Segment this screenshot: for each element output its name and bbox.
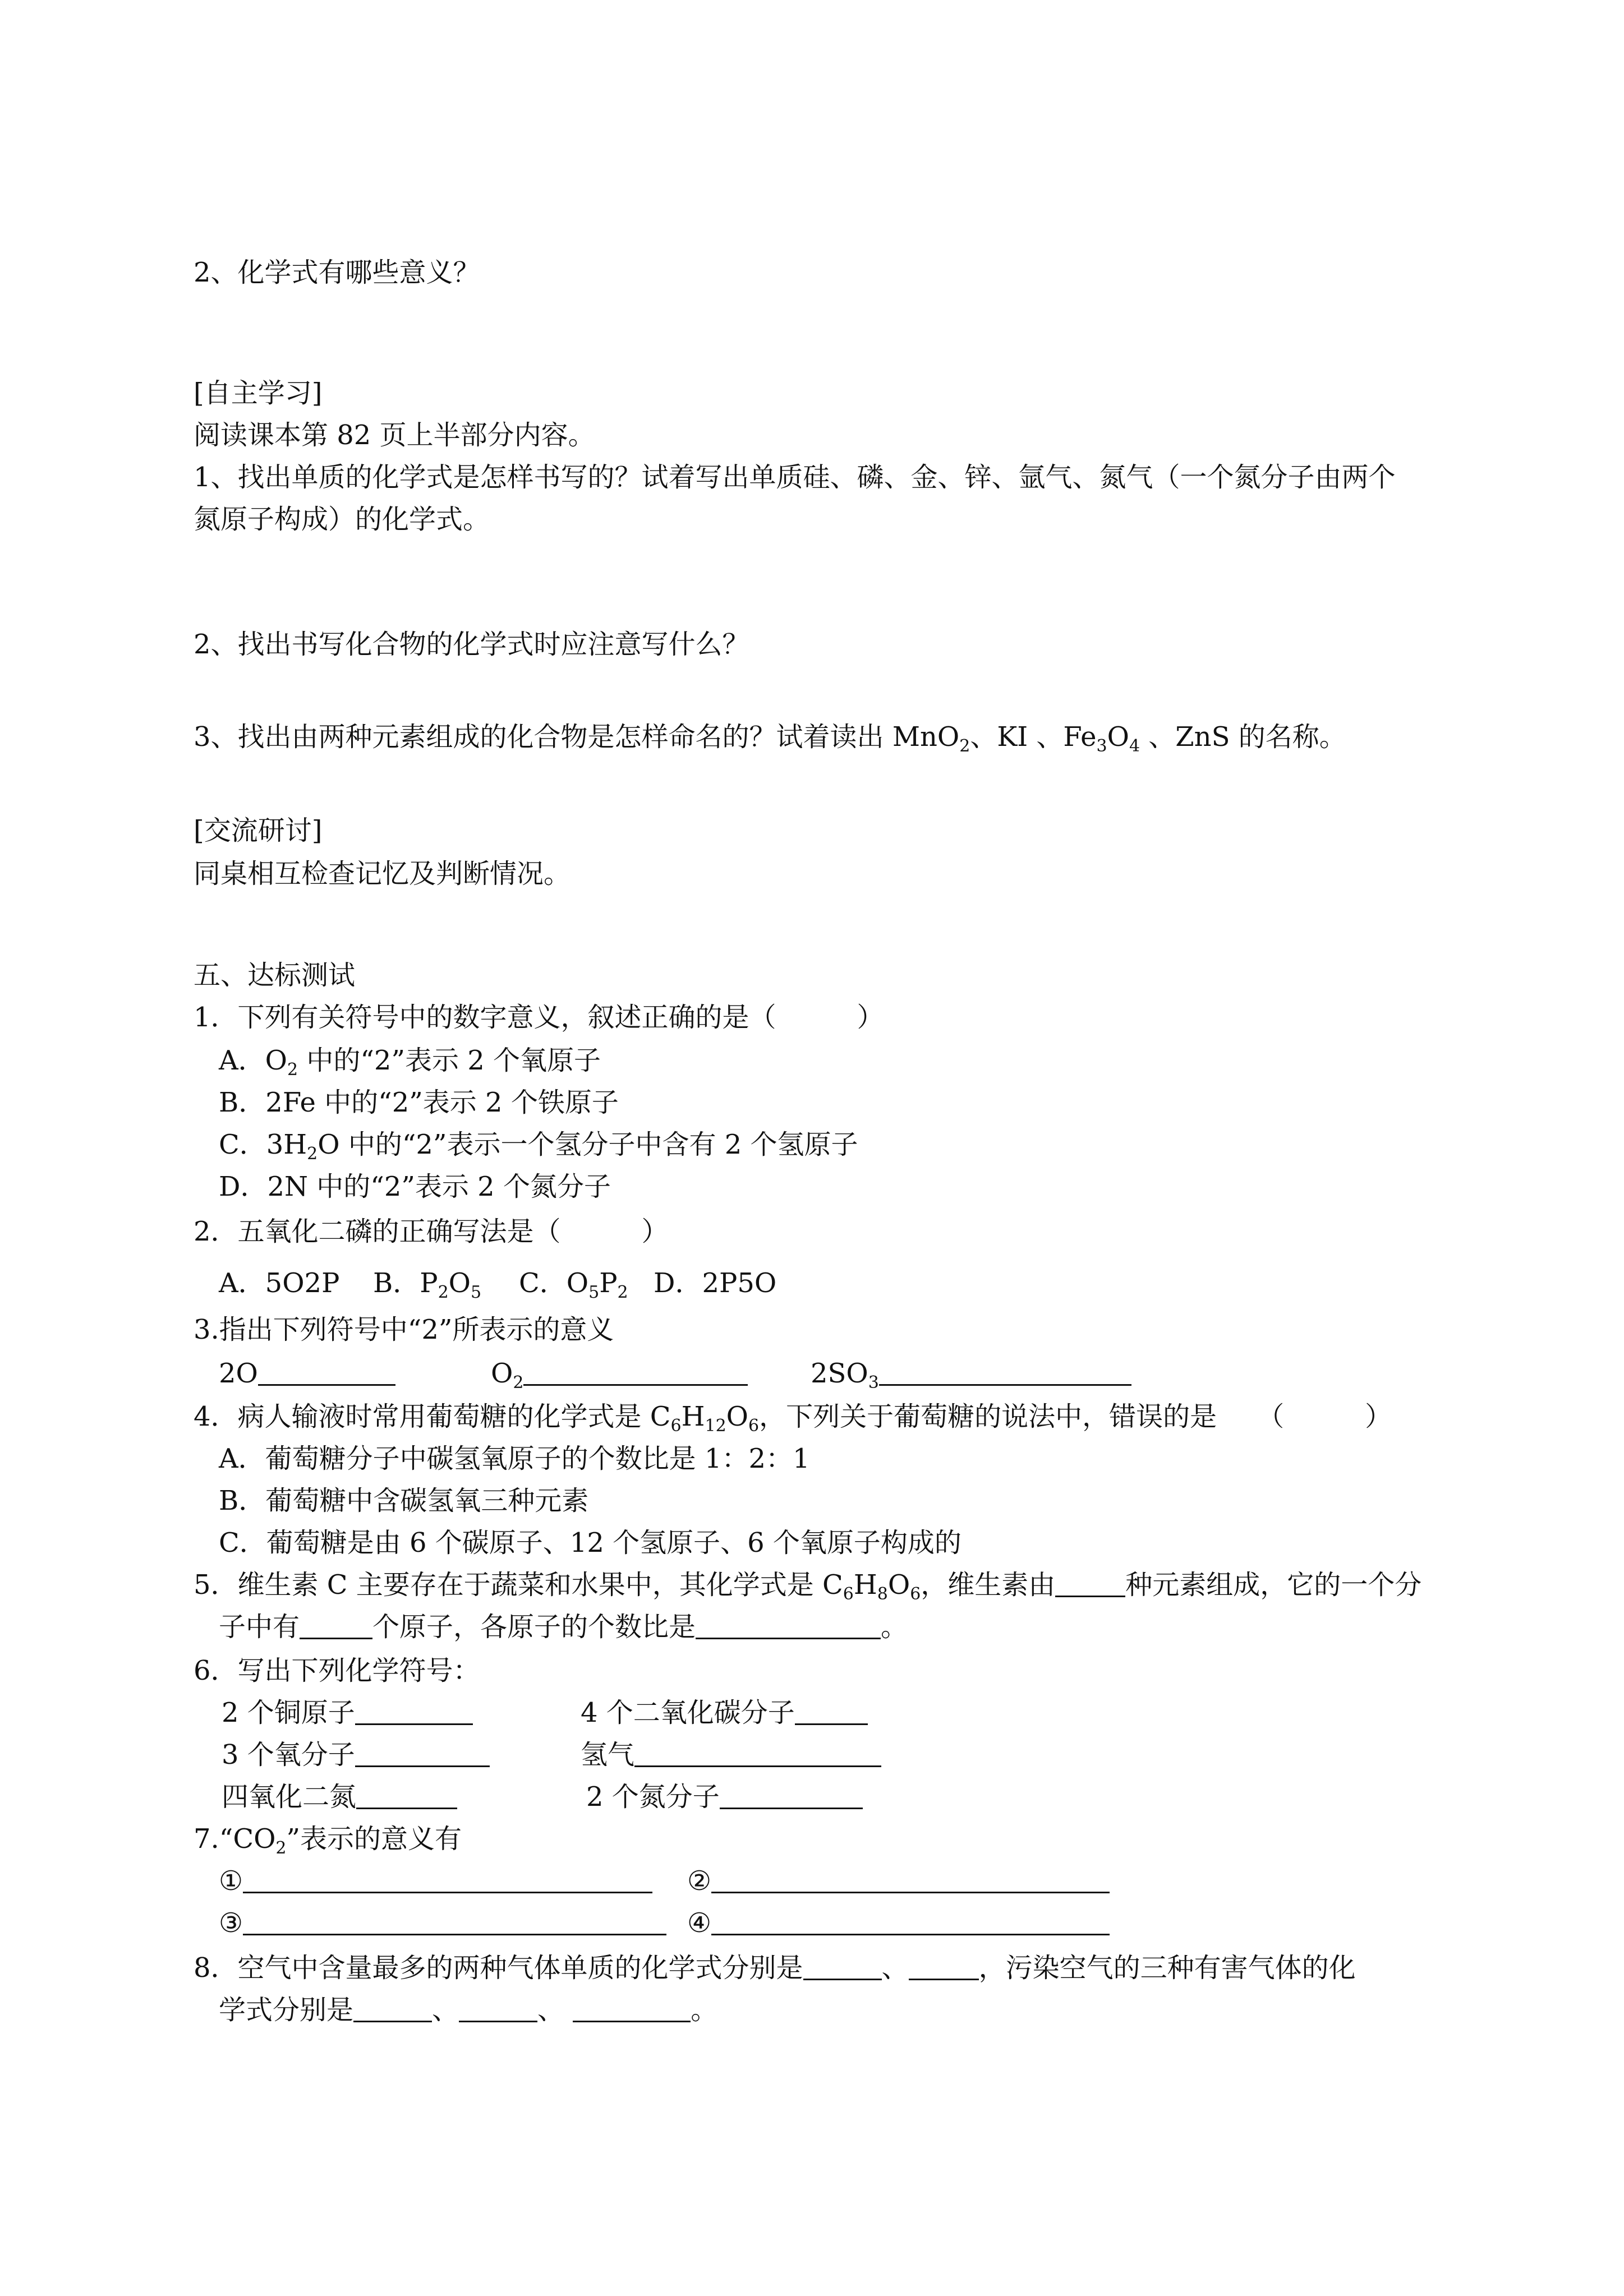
q8-line-2 xyxy=(219,1993,717,2027)
option-text: O xyxy=(448,1267,471,1299)
discussion-heading: [交流研讨] xyxy=(194,815,323,846)
answer-blank[interactable] xyxy=(356,1779,457,1809)
option-text: C．O xyxy=(519,1267,589,1299)
stem-text: ，下列关于葡萄糖的说法中，错误的是 （ ） xyxy=(759,1401,1392,1432)
q7-meaning-2 xyxy=(687,1864,1110,1898)
item-text: 2 个氮分子 xyxy=(586,1781,720,1813)
q3-symbol-2o xyxy=(219,1356,395,1391)
circled-number: ④ xyxy=(687,1907,712,1939)
q4-option-a: A．葡萄糖分子中碳氢氧原子的个数比是 1：2：1 xyxy=(219,1443,810,1474)
formula-mno2: MnO xyxy=(892,721,960,753)
item-text: 四氧化二氮 xyxy=(222,1781,357,1813)
answer-blank[interactable] xyxy=(573,1993,691,2022)
answer-blank[interactable] xyxy=(879,1356,1131,1386)
self-study-item-2: 2、找出书写化合物的化学式时应注意写什么？ xyxy=(194,629,749,660)
subscript: 12 xyxy=(705,1416,726,1436)
stem-text: 7.“CO xyxy=(194,1823,276,1855)
q2-stem: 2．五氧化二磷的正确写法是（ ） xyxy=(194,1216,669,1247)
self-study-item-1-line-1: 1、找出单质的化学式是怎样书写的？试着写出单质硅、磷、金、锌、氩气、氮气（一个氮分子由两个 xyxy=(194,462,1396,493)
q1-option-c xyxy=(219,1127,858,1162)
q7-meaning-3 xyxy=(219,1906,666,1940)
answer-blank[interactable] xyxy=(1055,1567,1125,1597)
subscript: 3 xyxy=(1096,736,1107,756)
subscript: 6 xyxy=(910,1584,921,1604)
subscript: 2 xyxy=(438,1283,449,1302)
q6-item-n2o4 xyxy=(222,1779,457,1814)
q6-item-hydrogen xyxy=(581,1737,881,1772)
q6-item-copper xyxy=(222,1695,473,1730)
item-text: 3 个氧分子 xyxy=(222,1739,355,1771)
q6-stem: 6．写出下列化学符号： xyxy=(194,1655,480,1686)
subscript: 2 xyxy=(275,1838,287,1858)
stem-text: 5．维生素 C 主要存在于蔬菜和水果中，其化学式是 C xyxy=(194,1569,843,1601)
subscript: 2 xyxy=(959,736,970,756)
answer-blank[interactable] xyxy=(909,1951,979,1980)
option-text: A．O xyxy=(219,1045,288,1076)
stem-text: H xyxy=(853,1569,877,1601)
subscript: 5 xyxy=(588,1283,600,1302)
circled-number: ② xyxy=(687,1865,712,1897)
answer-blank[interactable] xyxy=(795,1695,868,1725)
self-study-read: 阅读课本第 82 页上半部分内容。 xyxy=(194,419,595,451)
stem-text: H xyxy=(681,1401,705,1432)
q7-meaning-4 xyxy=(687,1906,1110,1940)
option-text: 中的“2”表示 2 个氧原子 xyxy=(298,1045,601,1076)
answer-blank[interactable] xyxy=(711,1906,1110,1935)
q4-stem xyxy=(194,1399,1392,1434)
subscript: 2 xyxy=(513,1373,524,1393)
q4-option-b: B．葡萄糖中含碳氢氧三种元素 xyxy=(219,1485,589,1516)
q5-line-2 xyxy=(219,1610,908,1644)
subscript: 6 xyxy=(670,1416,682,1436)
option-text: P xyxy=(599,1267,618,1299)
item-text: 2 个铜原子 xyxy=(222,1697,355,1728)
answer-blank[interactable] xyxy=(459,1993,537,2022)
circled-number: ① xyxy=(219,1865,243,1897)
stem-text: 子中有 xyxy=(219,1611,300,1643)
answer-blank[interactable] xyxy=(353,1993,432,2022)
answer-blank[interactable] xyxy=(300,1610,372,1639)
q2-option-c xyxy=(519,1266,628,1301)
q1-option-b: B．2Fe 中的“2”表示 2 个铁原子 xyxy=(219,1087,619,1118)
answer-blank[interactable] xyxy=(243,1864,652,1893)
subscript: 3 xyxy=(868,1373,879,1393)
item-3-prefix: 3、找出由两种元素组成的化合物是怎样命名的？试着读出 xyxy=(194,721,892,753)
answer-blank[interactable] xyxy=(696,1610,881,1639)
subscript: 6 xyxy=(843,1584,854,1604)
q6-item-oxygen xyxy=(222,1737,490,1772)
option-text: C．3H xyxy=(219,1129,307,1160)
subscript: 8 xyxy=(877,1584,888,1604)
item-text: 4 个二氧化碳分子 xyxy=(581,1697,795,1728)
stem-text: ，污染空气的三种有害气体的化 xyxy=(978,1952,1356,1984)
q7-meaning-1 xyxy=(219,1864,652,1898)
stem-text: ，维生素由 xyxy=(921,1569,1056,1601)
stem-text: 学式分别是 xyxy=(219,1994,354,2026)
stem-text: 、 xyxy=(537,1994,573,2026)
answer-blank[interactable] xyxy=(803,1951,882,1980)
stem-text: 4．病人输液时常用葡萄糖的化学式是 C xyxy=(194,1401,671,1432)
option-text: B．P xyxy=(373,1267,438,1299)
question-chemical-formula-meaning: 2、化学式有哪些意义？ xyxy=(194,257,480,288)
q2-option-b xyxy=(373,1266,481,1301)
q6-item-co2 xyxy=(581,1695,868,1730)
subscript: 5 xyxy=(471,1283,482,1302)
q5-line-1 xyxy=(194,1567,1421,1602)
stem-text: 。 xyxy=(691,1994,718,2026)
circled-number: ③ xyxy=(219,1907,243,1939)
subscript: 4 xyxy=(1129,736,1140,756)
stem-text: 、 xyxy=(432,1994,459,2026)
q3-symbol-o2 xyxy=(491,1356,748,1391)
subscript: 2 xyxy=(617,1283,628,1302)
q1-stem: 1．下列有关符号中的数字意义，叙述正确的是（ ） xyxy=(194,1002,884,1033)
symbol-text: 2SO xyxy=(811,1358,868,1389)
stem-text: 个原子，各原子的个数比是 xyxy=(372,1611,696,1643)
q7-stem xyxy=(194,1822,462,1856)
answer-blank[interactable] xyxy=(355,1695,473,1725)
stem-text: 、 xyxy=(881,1952,909,1984)
q1-option-a xyxy=(219,1043,601,1078)
answer-blank[interactable] xyxy=(523,1356,748,1386)
subscript: 6 xyxy=(748,1416,760,1436)
answer-blank[interactable] xyxy=(258,1356,395,1386)
item-text: 氢气 xyxy=(581,1739,635,1771)
formula-o: O xyxy=(1107,721,1129,753)
q8-line-1 xyxy=(194,1951,1356,1985)
stem-text: 。 xyxy=(881,1611,908,1643)
q3-stem: 3.指出下列符号中“2”所表示的意义 xyxy=(194,1314,614,1345)
self-study-item-1-line-2: 氮原子构成）的化学式。 xyxy=(194,504,490,535)
subscript: 2 xyxy=(307,1144,318,1164)
stem-text: 8．空气中含量最多的两种气体单质的化学式分别是 xyxy=(194,1952,803,1984)
q4-option-c: C．葡萄糖是由 6 个碳原子、12 个氢原子、6 个氧原子构成的 xyxy=(219,1527,961,1559)
symbol-text: 2O xyxy=(219,1358,258,1389)
q2-option-d: D．2P5O xyxy=(654,1267,777,1299)
answer-blank[interactable] xyxy=(711,1864,1110,1893)
self-study-heading: [自主学习] xyxy=(194,377,323,409)
q6-item-nitrogen xyxy=(586,1779,863,1814)
q1-option-d: D．2N 中的“2”表示 2 个氮分子 xyxy=(219,1171,611,1202)
discussion-text: 同桌相互检查记忆及判断情况。 xyxy=(194,858,571,889)
answer-blank[interactable] xyxy=(720,1779,863,1809)
self-study-item-3 xyxy=(194,720,1346,754)
q3-symbol-2so3 xyxy=(811,1356,1131,1391)
formula-ki-fe: 、KI 、Fe xyxy=(970,721,1097,753)
q2-option-a: A．5O2P xyxy=(219,1267,340,1299)
answer-blank[interactable] xyxy=(634,1737,881,1767)
item-3-suffix: 、ZnS 的名称。 xyxy=(1140,721,1346,753)
answer-blank[interactable] xyxy=(243,1906,666,1935)
option-text: O 中的“2”表示一个氢分子中含有 2 个氢原子 xyxy=(318,1129,858,1160)
stem-text: O xyxy=(726,1401,749,1432)
stem-text: ”表示的意义有 xyxy=(286,1823,462,1855)
symbol-text: O xyxy=(491,1358,513,1389)
answer-blank[interactable] xyxy=(355,1737,490,1767)
stem-text: O xyxy=(887,1569,910,1601)
subscript: 2 xyxy=(287,1060,298,1080)
stem-text: 种元素组成，它的一个分 xyxy=(1125,1569,1422,1601)
test-heading: 五、达标测试 xyxy=(194,960,356,991)
